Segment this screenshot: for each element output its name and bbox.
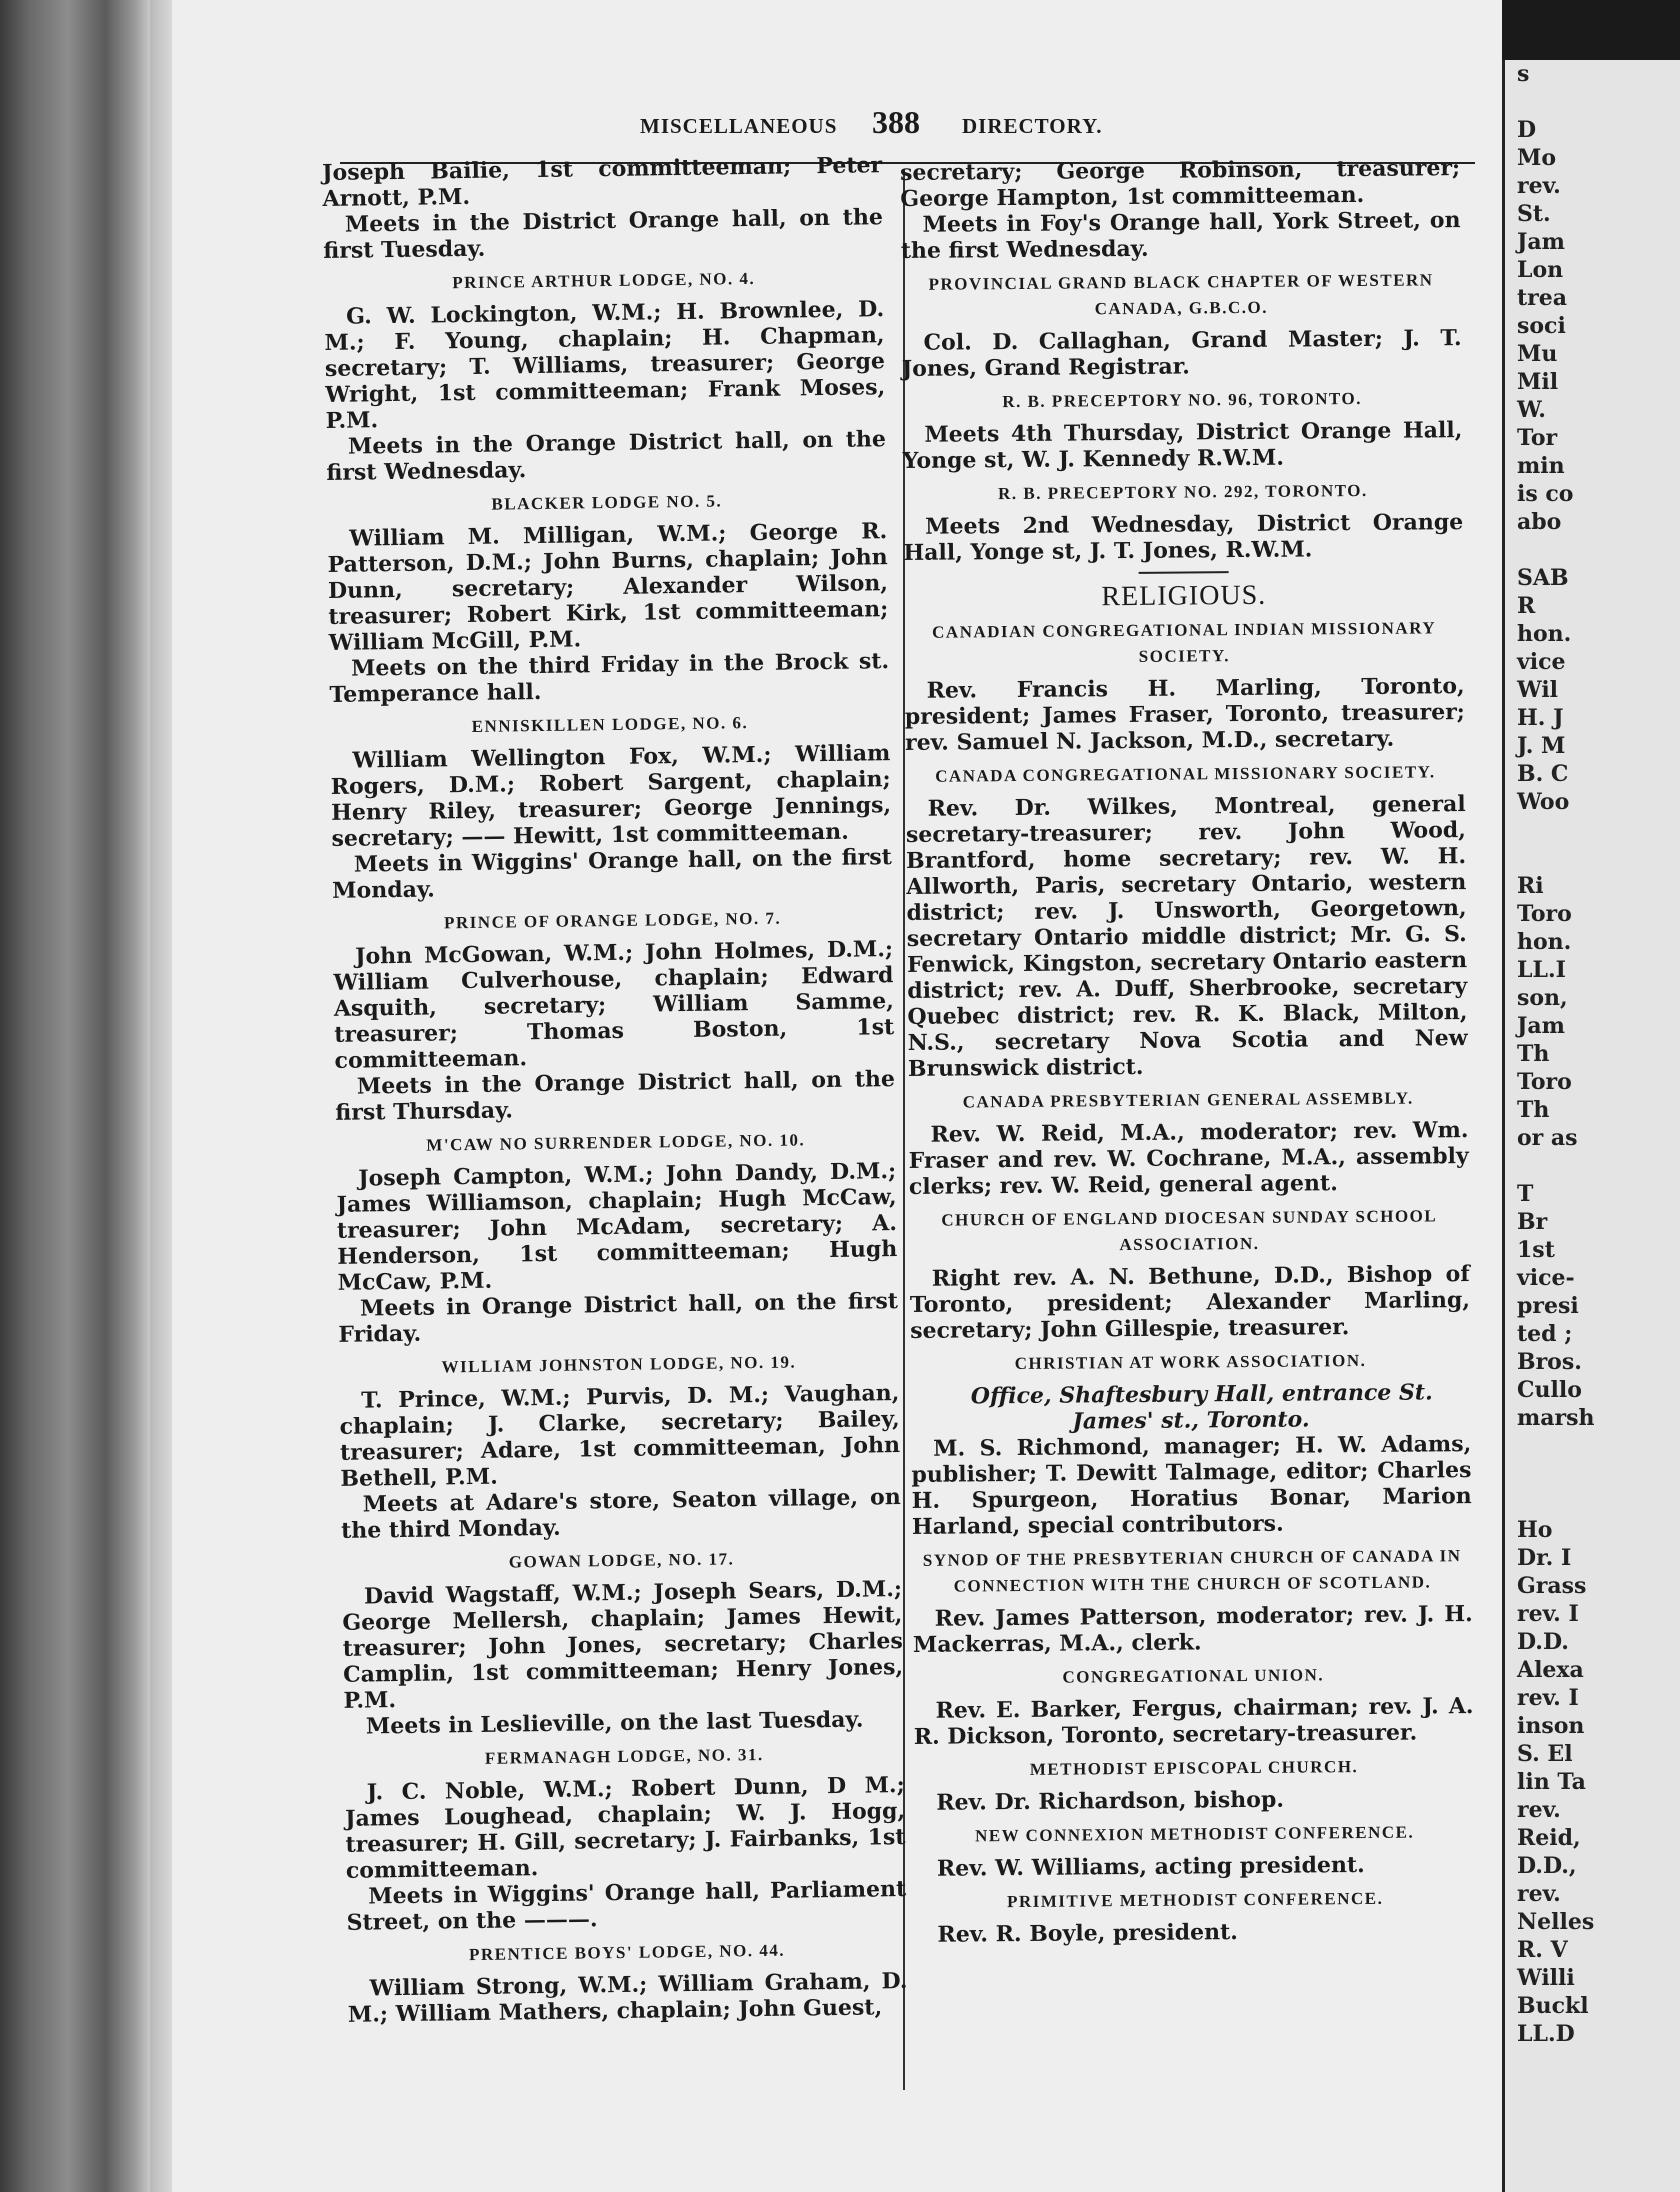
facing-page-line: Cullo: [1517, 1377, 1582, 1403]
page-header: [640, 104, 1200, 150]
facing-page-line: vice-: [1517, 1265, 1575, 1291]
entry-text: M. S. Richmond, manager; H. W. Adams, publisher; T. Dewitt Talmage, editor; Charles H. Spurgeon, Horatius Bonar, Marion Harland, special contributors.: [911, 1431, 1472, 1540]
facing-page-line: B. C: [1517, 761, 1569, 787]
facing-page-line: Toro: [1517, 1069, 1572, 1095]
facing-page-line: Mil: [1517, 369, 1559, 395]
facing-page-line: D.D.,: [1517, 1853, 1577, 1879]
facing-page-line: marsh: [1517, 1405, 1595, 1431]
facing-page-line: SAB: [1517, 565, 1569, 591]
facing-page-fragment: [1502, 60, 1680, 2192]
entry-text: Col. D. Callaghan, Grand Master; J. T. Jones, Grand Registrar.: [901, 325, 1462, 382]
entry-text: Rev. Dr. Wilkes, Montreal, general secretary-treasurer; rev. John Wood, Brantford, home secretary; rev. W. H. Allworth, Paris, secretary Ontario, western district; rev. J. Unsworth, Georgetown, secretary Ontario middle district; Mr. G. S. Fenwick, Kingston, secretary Ontario eastern district; rev. A. Duff, Sherbrooke, secretary Quebec district; rev. R. K. Black, Milton, N.S., secretary Nova Scotia and New Brunswick district.: [905, 791, 1468, 1082]
facing-page-line: D: [1517, 117, 1537, 143]
facing-page-line: [1505, 816, 1680, 844]
facing-page-line: son,: [1517, 985, 1568, 1011]
facing-page-line: hon.: [1517, 621, 1572, 647]
lodge-heading: M'CAW NO SURRENDER LODGE, NO. 10.: [426, 1130, 806, 1155]
facing-page-line: [1505, 1488, 1680, 1516]
preceptory-heading: R. B. PRECEPTORY NO. 96, TORONTO.: [1002, 388, 1363, 412]
society-heading: CHRISTIAN AT WORK ASSOCIATION.: [1014, 1350, 1367, 1374]
meeting-text: Meets 4th Thursday, District Orange Hall, Yonge st, W. J. Kennedy R.W.M.: [902, 417, 1463, 474]
facing-page-line: or as: [1517, 1125, 1578, 1151]
lodge-heading: ENNISKILLEN LODGE, NO. 6.: [471, 713, 749, 736]
society-heading: CONGREGATIONAL UNION.: [1062, 1665, 1325, 1687]
facing-page-line: soci: [1517, 313, 1566, 339]
society-heading: SYNOD OF THE PRESBYTERIAN CHURCH OF CANADA IN CONNECTION WITH THE CHURCH OF SCOTLAND.: [922, 1546, 1462, 1596]
facing-page-line: LL.D: [1517, 2021, 1575, 2047]
left-column: [322, 152, 908, 2028]
entry-text: T. Prince, W.M.; Purvis, D. M.; Vaughan, chaplain; J. Clarke, secretary; Bailey, treasurer; Adare, 1st committeeman, John Bethell, P.M.: [339, 1380, 901, 1492]
entry-text: Rev. Dr. Richardson, bishop.: [936, 1786, 1285, 1816]
society-heading: CANADA PRESBYTERIAN GENERAL ASSEMBLY.: [962, 1088, 1414, 1112]
facing-page-line: lin Ta: [1517, 1769, 1586, 1795]
facing-page-line: min: [1517, 453, 1565, 479]
meeting-text: Meets in Orange District hall, on the first Friday.: [338, 1288, 899, 1348]
meeting-text: Meets 2nd Wednesday, District Orange Hall, Yonge st, J. T. Jones, R.W.M.: [903, 509, 1464, 566]
meeting-text: Meets on the third Friday in the Brock st. Temperance hall.: [329, 648, 890, 708]
header-right-word: DIRECTORY.: [962, 114, 1103, 138]
entry-text: Right rev. A. N. Bethune, D.D., Bishop of Toronto, president; Alexander Marling, secretary; John Gillespie, treasurer.: [909, 1261, 1471, 1344]
facing-page-line: R: [1517, 593, 1536, 619]
meeting-text: Meets in the Orange District hall, on the first Thursday.: [335, 1066, 896, 1126]
entry-text: Rev. W. Williams, acting president.: [936, 1852, 1365, 1882]
facing-page-line: [1505, 88, 1680, 116]
society-heading: METHODIST EPISCOPAL CHURCH.: [1029, 1757, 1359, 1779]
facing-page-line: presi: [1517, 1293, 1579, 1319]
facing-page-line: St.: [1517, 201, 1551, 227]
facing-page-line: vice: [1517, 649, 1566, 675]
facing-page-line: rev. I: [1517, 1685, 1579, 1711]
facing-page-line: Nelles: [1517, 1909, 1595, 1935]
entry-text: J. C. Noble, W.M.; Robert Dunn, D M.; James Loughead, chaplain; W. J. Hogg, treasurer; H. Gill, secretary; J. Fairbanks, 1st committeeman.: [344, 1772, 906, 1884]
facing-page-line: [1505, 1152, 1680, 1180]
meeting-text: Meets in Foy's Orange hall, York Street, on the first Wednesday.: [900, 207, 1461, 264]
book-spine: [0, 0, 150, 2192]
facing-page-line: rev.: [1517, 1881, 1561, 1907]
entry-text: secretary; George Robinson, treasurer; George Hampton, 1st committeeman.: [900, 155, 1461, 212]
facing-page-line: Th: [1517, 1097, 1550, 1123]
facing-page-line: Tor: [1517, 425, 1558, 451]
facing-page-line: inson: [1517, 1713, 1585, 1739]
section-divider: [1139, 571, 1229, 574]
lodge-heading: GOWAN LODGE, NO. 17.: [508, 1549, 735, 1572]
facing-page-line: Th: [1517, 1041, 1550, 1067]
facing-page-line: 1st: [1517, 1237, 1555, 1263]
entry-text: William Wellington Fox, W.M.; William Rogers, D.M.; Robert Sargent, chaplain; Henry Riley, treasurer; George Jennings, secretary; —— Hewitt, 1st committeeman.: [330, 740, 892, 852]
facing-page-line: Ri: [1517, 873, 1544, 899]
facing-page-line: hon.: [1517, 929, 1572, 955]
facing-page-line: ted ;: [1517, 1321, 1573, 1347]
meeting-text: Meets in Wiggins' Orange hall, Parliament Street, on the ———.: [346, 1876, 907, 1936]
facing-page-line: J. M: [1517, 733, 1566, 759]
entry-text: Rev. W. Reid, M.A., moderator; rev. Wm. Fraser and rev. W. Cochrane, M.A., assembly clerks; rev. W. Reid, general agent.: [908, 1117, 1469, 1200]
lodge-heading: PRENTICE BOYS' LODGE, NO. 44.: [468, 1940, 786, 1965]
facing-page-line: W.: [1517, 397, 1546, 423]
facing-page-line: Br: [1517, 1209, 1548, 1235]
lodge-heading: PRINCE ARTHUR LODGE, NO. 4.: [452, 268, 756, 293]
facing-page-line: Woo: [1517, 789, 1570, 815]
facing-page-line: [1505, 1432, 1680, 1460]
facing-page-line: [1505, 1460, 1680, 1488]
facing-page-line: S. El: [1517, 1741, 1573, 1767]
lodge-heading: PRINCE OF ORANGE LODGE, NO. 7.: [443, 908, 782, 933]
facing-page-line: is co: [1517, 481, 1574, 507]
facing-page-line: Ho: [1517, 1517, 1553, 1543]
facing-page-line: D.D.: [1517, 1629, 1569, 1655]
society-heading: CANADA CONGREGATIONAL MISSIONARY SOCIETY.: [935, 762, 1436, 786]
entry-text: William M. Milligan, W.M.; George R. Patterson, D.M.; John Burns, chaplain; John Dunn, secretary; Alexander Wilson, treasurer; Robert Kirk, 1st committeeman; William McGill, P.M.: [327, 518, 889, 656]
facing-page-line: Jam: [1517, 1013, 1565, 1039]
meeting-text: Meets at Adare's store, Seaton village, on the third Monday.: [340, 1484, 901, 1544]
preceptory-heading: R. B. PRECEPTORY NO. 292, TORONTO.: [997, 480, 1368, 504]
facing-page-line: trea: [1517, 285, 1568, 311]
facing-page-line: Toro: [1517, 901, 1572, 927]
facing-page-line: Jam: [1517, 229, 1565, 255]
entry-text: David Wagstaff, W.M.; Joseph Sears, D.M.; George Mellersh, chaplain; James Hewit, treasurer; John Jones, secretary; Charles Camplin, 1st committeeman; Henry Jones, P.M.: [342, 1576, 904, 1714]
facing-page-line: rev.: [1517, 1797, 1561, 1823]
entry-text: Rev. James Patterson, moderator; rev. J. H. Mackerras, M.A., clerk.: [912, 1601, 1473, 1658]
facing-page-line: Bros.: [1517, 1349, 1582, 1375]
facing-page-line: Lon: [1517, 257, 1564, 283]
lodge-heading: WILLIAM JOHNSTON LODGE, NO. 19.: [441, 1352, 797, 1377]
facing-page-line: [1505, 536, 1680, 564]
facing-page-line: Buckl: [1517, 1993, 1589, 2019]
society-heading: NEW CONNEXION METHODIST CONFERENCE.: [974, 1822, 1415, 1846]
facing-page-line: Reid,: [1517, 1825, 1581, 1851]
facing-page-line: s: [1517, 61, 1530, 87]
meeting-text: Meets in Wiggins' Orange hall, on the first Monday.: [332, 844, 892, 904]
facing-page-line: Dr. I: [1517, 1545, 1572, 1571]
facing-page-line: [1505, 844, 1680, 872]
section-title: RELIGIOUS.: [1101, 579, 1267, 613]
office-address: Office, Shaftesbury Hall, entrance St. James' st., Toronto.: [970, 1379, 1433, 1435]
right-column: [900, 155, 1476, 1948]
society-heading: CHURCH OF ENGLAND DIOCESAN SUNDAY SCHOOL ASSOCIATION.: [941, 1206, 1438, 1255]
society-heading: PRIMITIVE METHODIST CONFERENCE.: [1006, 1888, 1384, 1912]
entry-text: Rev. R. Boyle, president.: [937, 1919, 1238, 1948]
society-heading: CANADIAN CONGREGATIONAL INDIAN MISSIONARY SOCIETY.: [932, 618, 1437, 666]
facing-page-line: Alexa: [1517, 1657, 1584, 1683]
meeting-text: Meets in Leslieville, on the last Tuesday.: [365, 1706, 864, 1740]
header-left-word: MISCELLANEOUS: [640, 114, 838, 138]
entry-text: Joseph Campton, W.M.; John Dandy, D.M.; James Williamson, chaplain; Hugh McCaw, treasurer; John McAdam, secretary; A. Henderson, 1st committeeman; Hugh McCaw, P.M.: [336, 1158, 898, 1296]
entry-text: Rev. Francis H. Marling, Toronto, president; James Fraser, Toronto, treasurer; rev. Samuel N. Jackson, M.D., secretary.: [904, 673, 1465, 756]
facing-page-line: Grass: [1517, 1573, 1587, 1599]
facing-page-line: abo: [1517, 509, 1562, 535]
meeting-text: Meets in the District Orange hall, on the first Tuesday.: [323, 204, 884, 264]
lodge-heading: FERMANAGH LODGE, NO. 31.: [484, 1744, 764, 1768]
facing-page-line: Mo: [1517, 145, 1557, 171]
entry-text: Joseph Bailie, 1st committeeman; Peter Arnott, P.M.: [322, 152, 883, 212]
facing-page-line: T: [1517, 1181, 1534, 1207]
facing-page-line: Mu: [1517, 341, 1558, 367]
entry-text: John McGowan, W.M.; John Holmes, D.M.; William Culverhouse, chaplain; Edward Asquith, secretary; William Samme, treasurer; Thomas Boston, 1st committeeman.: [333, 936, 895, 1074]
entry-text: William Strong, W.M.; William Graham, D. M.; William Mathers, chaplain; John Guest,: [347, 1968, 908, 2028]
meeting-text: Meets in the Orange District hall, on the first Wednesday.: [326, 426, 887, 486]
facing-page-line: rev. I: [1517, 1601, 1579, 1627]
entry-text: G. W. Lockington, W.M.; H. Brownlee, D. M.; F. Young, chaplain; H. Chapman, secretary; T. Williams, treasurer; George Wright, 1st committeeman; Frank Moses, P.M.: [324, 296, 886, 434]
lodge-heading: BLACKER LODGE NO. 5.: [491, 491, 723, 514]
facing-page-line: rev.: [1517, 173, 1561, 199]
facing-page-line: R. V: [1517, 1937, 1568, 1963]
facing-page-line: H. J: [1517, 705, 1564, 731]
facing-page-line: LL.I: [1517, 957, 1566, 983]
page-number: 388: [872, 104, 920, 140]
chapter-heading: PROVINCIAL GRAND BLACK CHAPTER OF WESTERN CANADA, G.B.C.O.: [928, 270, 1434, 319]
facing-page-line: Willi: [1517, 1965, 1575, 1991]
entry-text: Rev. E. Barker, Fergus, chairman; rev. J. A. R. Dickson, Toronto, secretary-treasurer.: [913, 1693, 1474, 1750]
facing-page-line: Wil: [1517, 677, 1559, 703]
